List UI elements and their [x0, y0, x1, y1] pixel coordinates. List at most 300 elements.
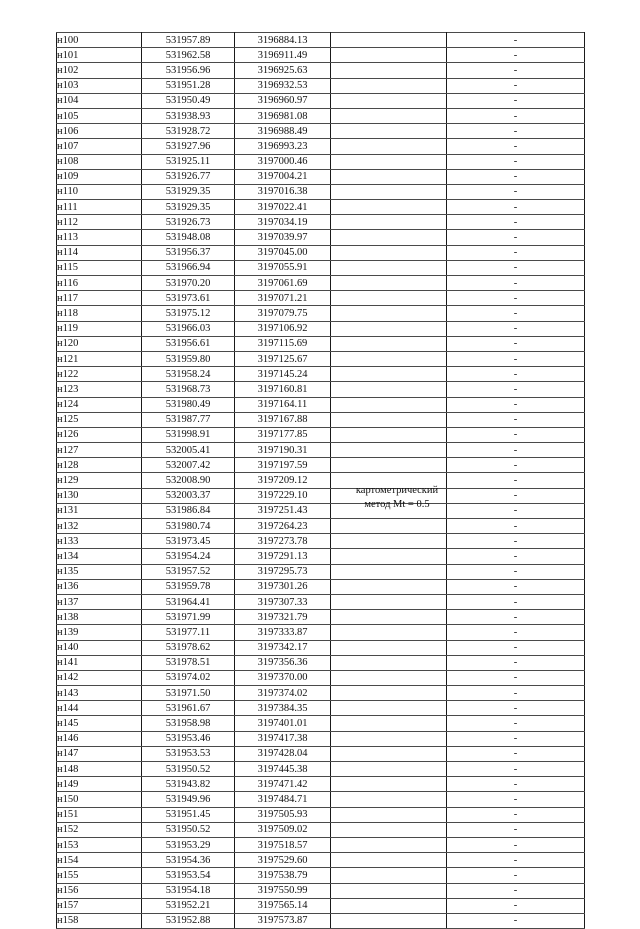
point-cell: н151 — [57, 807, 142, 822]
method-cell — [331, 412, 447, 427]
method-cell — [331, 777, 447, 792]
point-cell: н129 — [57, 473, 142, 488]
x-coordinate-cell: 531938.93 — [142, 108, 235, 123]
y-coordinate-cell: 3197374.02 — [235, 686, 331, 701]
point-cell: н107 — [57, 139, 142, 154]
table-row — [57, 139, 585, 154]
x-coordinate-cell: 532008.90 — [142, 473, 235, 488]
method-cell — [331, 321, 447, 336]
method-cell — [331, 139, 447, 154]
table-row — [57, 169, 585, 184]
x-coordinate-cell: 531953.29 — [142, 837, 235, 852]
dash-cell: - — [447, 503, 585, 518]
table-row — [57, 655, 585, 670]
table-row — [57, 336, 585, 351]
dash-cell: - — [447, 245, 585, 260]
table-row — [57, 367, 585, 382]
method-cell — [331, 701, 447, 716]
table-row — [57, 579, 585, 594]
y-coordinate-cell: 3197301.26 — [235, 579, 331, 594]
x-coordinate-cell: 531956.37 — [142, 245, 235, 260]
method-cell — [331, 458, 447, 473]
y-coordinate-cell: 3197295.73 — [235, 564, 331, 579]
point-cell: н120 — [57, 336, 142, 351]
y-coordinate-cell: 3197484.71 — [235, 792, 331, 807]
method-cell — [331, 868, 447, 883]
table-row — [57, 245, 585, 260]
x-coordinate-cell: 531966.03 — [142, 321, 235, 336]
point-cell: н128 — [57, 458, 142, 473]
dash-cell: - — [447, 291, 585, 306]
table-row — [57, 731, 585, 746]
method-cell — [331, 336, 447, 351]
x-coordinate-cell: 531957.89 — [142, 33, 235, 48]
point-cell: н140 — [57, 640, 142, 655]
table-row — [57, 792, 585, 807]
x-coordinate-cell: 531925.11 — [142, 154, 235, 169]
x-coordinate-cell: 532003.37 — [142, 488, 235, 503]
method-cell — [331, 762, 447, 777]
y-coordinate-cell: 3197055.91 — [235, 260, 331, 275]
dash-cell: - — [447, 868, 585, 883]
x-coordinate-cell: 531926.77 — [142, 169, 235, 184]
dash-cell: - — [447, 412, 585, 427]
dash-cell: - — [447, 716, 585, 731]
y-coordinate-cell: 3197445.38 — [235, 762, 331, 777]
dash-cell: - — [447, 230, 585, 245]
point-cell: н125 — [57, 412, 142, 427]
y-coordinate-cell: 3197505.93 — [235, 807, 331, 822]
y-coordinate-cell: 3197550.99 — [235, 883, 331, 898]
y-coordinate-cell: 3196925.63 — [235, 63, 331, 78]
y-coordinate-cell: 3196993.23 — [235, 139, 331, 154]
method-cell — [331, 184, 447, 199]
dash-cell: - — [447, 807, 585, 822]
y-coordinate-cell: 3197061.69 — [235, 276, 331, 291]
x-coordinate-cell: 531973.61 — [142, 291, 235, 306]
point-cell: н147 — [57, 746, 142, 761]
dash-cell: - — [447, 594, 585, 609]
method-cell — [331, 48, 447, 63]
x-coordinate-cell: 531950.52 — [142, 762, 235, 777]
method-cell — [331, 78, 447, 93]
point-cell: н116 — [57, 276, 142, 291]
point-cell: н148 — [57, 762, 142, 777]
dash-cell: - — [447, 306, 585, 321]
point-cell: н141 — [57, 655, 142, 670]
method-cell — [331, 291, 447, 306]
dash-cell: - — [447, 762, 585, 777]
table-row — [57, 822, 585, 837]
dash-cell: - — [447, 78, 585, 93]
x-coordinate-cell: 531980.49 — [142, 397, 235, 412]
point-cell: н134 — [57, 549, 142, 564]
method-cell — [331, 200, 447, 215]
y-coordinate-cell: 3196911.49 — [235, 48, 331, 63]
x-coordinate-cell: 531929.35 — [142, 200, 235, 215]
method-cell — [331, 367, 447, 382]
point-cell: н131 — [57, 503, 142, 518]
table-row — [57, 291, 585, 306]
point-cell: н142 — [57, 670, 142, 685]
y-coordinate-cell: 3197471.42 — [235, 777, 331, 792]
y-coordinate-cell: 3197384.35 — [235, 701, 331, 716]
table-row — [57, 564, 585, 579]
dash-cell: - — [447, 519, 585, 534]
point-cell: н143 — [57, 686, 142, 701]
dash-cell: - — [447, 534, 585, 549]
method-cell — [331, 382, 447, 397]
coordinates-table-body — [57, 33, 585, 929]
table-row — [57, 883, 585, 898]
method-cell — [331, 443, 447, 458]
x-coordinate-cell: 531954.24 — [142, 549, 235, 564]
table-row — [57, 716, 585, 731]
y-coordinate-cell: 3197016.38 — [235, 184, 331, 199]
x-coordinate-cell: 531962.58 — [142, 48, 235, 63]
y-coordinate-cell: 3197197.59 — [235, 458, 331, 473]
dash-cell: - — [447, 139, 585, 154]
dash-cell: - — [447, 610, 585, 625]
table-row — [57, 746, 585, 761]
method-cell — [331, 108, 447, 123]
method-cell — [331, 686, 447, 701]
x-coordinate-cell: 531928.72 — [142, 124, 235, 139]
x-coordinate-cell: 531958.98 — [142, 716, 235, 731]
table-row — [57, 443, 585, 458]
dash-cell: - — [447, 215, 585, 230]
y-coordinate-cell: 3197273.78 — [235, 534, 331, 549]
point-cell: н117 — [57, 291, 142, 306]
x-coordinate-cell: 531977.11 — [142, 625, 235, 640]
x-coordinate-cell: 531951.28 — [142, 78, 235, 93]
y-coordinate-cell: 3196932.53 — [235, 78, 331, 93]
y-coordinate-cell: 3197251.43 — [235, 503, 331, 518]
method-line-1: картометрический — [355, 485, 439, 496]
y-coordinate-cell: 3197333.87 — [235, 625, 331, 640]
dash-cell: - — [447, 549, 585, 564]
dash-cell: - — [447, 397, 585, 412]
table-row — [57, 640, 585, 655]
dash-cell: - — [447, 777, 585, 792]
table-row — [57, 351, 585, 366]
method-cell — [331, 215, 447, 230]
y-coordinate-cell: 3197573.87 — [235, 913, 331, 928]
dash-cell: - — [447, 367, 585, 382]
dash-cell: - — [447, 837, 585, 852]
table-row — [57, 762, 585, 777]
table-row — [57, 777, 585, 792]
point-cell: н114 — [57, 245, 142, 260]
point-cell: н109 — [57, 169, 142, 184]
method-cell — [331, 655, 447, 670]
point-cell: н154 — [57, 853, 142, 868]
method-cell — [331, 154, 447, 169]
y-coordinate-cell: 3197509.02 — [235, 822, 331, 837]
method-cell — [331, 670, 447, 685]
x-coordinate-cell: 531968.73 — [142, 382, 235, 397]
dash-cell: - — [447, 822, 585, 837]
y-coordinate-cell: 3197291.13 — [235, 549, 331, 564]
table-row — [57, 321, 585, 336]
y-coordinate-cell: 3197307.33 — [235, 594, 331, 609]
point-cell: н119 — [57, 321, 142, 336]
dash-cell: - — [447, 124, 585, 139]
point-cell: н156 — [57, 883, 142, 898]
point-cell: н139 — [57, 625, 142, 640]
x-coordinate-cell: 531943.82 — [142, 777, 235, 792]
y-coordinate-cell: 3197167.88 — [235, 412, 331, 427]
table-row — [57, 412, 585, 427]
y-coordinate-cell: 3196960.97 — [235, 93, 331, 108]
point-cell: н152 — [57, 822, 142, 837]
x-coordinate-cell: 531953.46 — [142, 731, 235, 746]
table-row — [57, 397, 585, 412]
dash-cell: - — [447, 260, 585, 275]
point-cell: н144 — [57, 701, 142, 716]
method-cell — [331, 807, 447, 822]
table-row — [57, 200, 585, 215]
method-cell — [331, 260, 447, 275]
dash-cell: - — [447, 108, 585, 123]
dash-cell: - — [447, 640, 585, 655]
point-cell: н132 — [57, 519, 142, 534]
x-coordinate-cell: 531971.50 — [142, 686, 235, 701]
y-coordinate-cell: 3197106.92 — [235, 321, 331, 336]
table-row — [57, 33, 585, 48]
dash-cell: - — [447, 792, 585, 807]
point-cell: н118 — [57, 306, 142, 321]
point-cell: н150 — [57, 792, 142, 807]
point-cell: н111 — [57, 200, 142, 215]
point-cell: н124 — [57, 397, 142, 412]
y-coordinate-cell: 3197417.38 — [235, 731, 331, 746]
method-cell — [331, 883, 447, 898]
y-coordinate-cell: 3197264.23 — [235, 519, 331, 534]
method-cell — [331, 93, 447, 108]
x-coordinate-cell: 531987.77 — [142, 412, 235, 427]
dash-cell: - — [447, 93, 585, 108]
dash-cell: - — [447, 33, 585, 48]
dash-cell: - — [447, 200, 585, 215]
table-row — [57, 78, 585, 93]
dash-cell: - — [447, 336, 585, 351]
method-cell — [331, 519, 447, 534]
table-row — [57, 853, 585, 868]
method-cell — [331, 33, 447, 48]
x-coordinate-cell: 531998.91 — [142, 427, 235, 442]
method-cell — [331, 549, 447, 564]
method-cell — [331, 822, 447, 837]
x-coordinate-cell: 532007.42 — [142, 458, 235, 473]
x-coordinate-cell: 531951.45 — [142, 807, 235, 822]
point-cell: н158 — [57, 913, 142, 928]
point-cell: н105 — [57, 108, 142, 123]
table-row — [57, 549, 585, 564]
method-note — [345, 484, 449, 512]
method-cell — [331, 853, 447, 868]
y-coordinate-cell: 3197034.19 — [235, 215, 331, 230]
x-coordinate-cell: 531978.51 — [142, 655, 235, 670]
y-coordinate-cell: 3197209.12 — [235, 473, 331, 488]
x-coordinate-cell: 531948.08 — [142, 230, 235, 245]
dash-cell: - — [447, 579, 585, 594]
method-cell — [331, 716, 447, 731]
y-coordinate-cell: 3197370.00 — [235, 670, 331, 685]
table-row — [57, 837, 585, 852]
point-cell: н106 — [57, 124, 142, 139]
dash-cell: - — [447, 169, 585, 184]
table-row — [57, 868, 585, 883]
method-cell — [331, 746, 447, 761]
point-cell: н102 — [57, 63, 142, 78]
dash-cell: - — [447, 853, 585, 868]
point-cell: н100 — [57, 33, 142, 48]
table-row — [57, 184, 585, 199]
table-row — [57, 215, 585, 230]
point-cell: н115 — [57, 260, 142, 275]
method-cell — [331, 230, 447, 245]
y-coordinate-cell: 3197000.46 — [235, 154, 331, 169]
table-row — [57, 686, 585, 701]
table-row — [57, 260, 585, 275]
dash-cell: - — [447, 670, 585, 685]
x-coordinate-cell: 531957.52 — [142, 564, 235, 579]
point-cell: н133 — [57, 534, 142, 549]
x-coordinate-cell: 531954.18 — [142, 883, 235, 898]
point-cell: н138 — [57, 610, 142, 625]
table-row — [57, 473, 585, 488]
dash-cell: - — [447, 382, 585, 397]
point-cell: н122 — [57, 367, 142, 382]
x-coordinate-cell: 531929.35 — [142, 184, 235, 199]
table-row — [57, 382, 585, 397]
dash-cell: - — [447, 473, 585, 488]
y-coordinate-cell: 3197321.79 — [235, 610, 331, 625]
y-coordinate-cell: 3197079.75 — [235, 306, 331, 321]
dash-cell: - — [447, 913, 585, 928]
x-coordinate-cell: 531954.36 — [142, 853, 235, 868]
y-coordinate-cell: 3196981.08 — [235, 108, 331, 123]
dash-cell: - — [447, 427, 585, 442]
y-coordinate-cell: 3197039.97 — [235, 230, 331, 245]
method-cell — [331, 63, 447, 78]
y-coordinate-cell: 3197190.31 — [235, 443, 331, 458]
y-coordinate-cell: 3197538.79 — [235, 868, 331, 883]
y-coordinate-cell: 3197229.10 — [235, 488, 331, 503]
method-cell — [331, 640, 447, 655]
table-row — [57, 124, 585, 139]
table-row — [57, 610, 585, 625]
point-cell: н157 — [57, 898, 142, 913]
point-cell: н110 — [57, 184, 142, 199]
x-coordinate-cell: 531950.49 — [142, 93, 235, 108]
dash-cell: - — [447, 351, 585, 366]
point-cell: н101 — [57, 48, 142, 63]
point-cell: н123 — [57, 382, 142, 397]
dash-cell: - — [447, 701, 585, 716]
y-coordinate-cell: 3197342.17 — [235, 640, 331, 655]
y-coordinate-cell: 3197145.24 — [235, 367, 331, 382]
point-cell: н136 — [57, 579, 142, 594]
point-cell: н146 — [57, 731, 142, 746]
x-coordinate-cell: 531978.62 — [142, 640, 235, 655]
table-row — [57, 230, 585, 245]
dash-cell: - — [447, 154, 585, 169]
point-cell: н108 — [57, 154, 142, 169]
point-cell: н130 — [57, 488, 142, 503]
point-cell: н103 — [57, 78, 142, 93]
dash-cell: - — [447, 686, 585, 701]
table-row — [57, 503, 585, 518]
x-coordinate-cell: 531980.74 — [142, 519, 235, 534]
table-row — [57, 108, 585, 123]
table-row — [57, 534, 585, 549]
x-coordinate-cell: 531956.96 — [142, 63, 235, 78]
point-cell: н113 — [57, 230, 142, 245]
method-cell — [331, 276, 447, 291]
method-cell — [331, 245, 447, 260]
x-coordinate-cell: 531959.80 — [142, 351, 235, 366]
dash-cell: - — [447, 458, 585, 473]
dash-cell: - — [447, 184, 585, 199]
dash-cell: - — [447, 564, 585, 579]
dash-cell: - — [447, 655, 585, 670]
method-cell — [331, 534, 447, 549]
x-coordinate-cell: 531970.20 — [142, 276, 235, 291]
y-coordinate-cell: 3197356.36 — [235, 655, 331, 670]
point-cell: н145 — [57, 716, 142, 731]
y-coordinate-cell: 3197115.69 — [235, 336, 331, 351]
y-coordinate-cell: 3196988.49 — [235, 124, 331, 139]
y-coordinate-cell: 3197071.21 — [235, 291, 331, 306]
y-coordinate-cell: 3197164.11 — [235, 397, 331, 412]
point-cell: н121 — [57, 351, 142, 366]
point-cell: н153 — [57, 837, 142, 852]
method-cell — [331, 792, 447, 807]
x-coordinate-cell: 531927.96 — [142, 139, 235, 154]
method-cell — [331, 169, 447, 184]
point-cell: н104 — [57, 93, 142, 108]
table-row — [57, 519, 585, 534]
y-coordinate-cell: 3197565.14 — [235, 898, 331, 913]
x-coordinate-cell: 531975.12 — [142, 306, 235, 321]
method-cell — [331, 898, 447, 913]
method-cell — [331, 610, 447, 625]
dash-cell: - — [447, 746, 585, 761]
x-coordinate-cell: 532005.41 — [142, 443, 235, 458]
dash-cell: - — [447, 321, 585, 336]
x-coordinate-cell: 531971.99 — [142, 610, 235, 625]
table-row — [57, 670, 585, 685]
point-cell: н135 — [57, 564, 142, 579]
point-cell: н149 — [57, 777, 142, 792]
y-coordinate-cell: 3197160.81 — [235, 382, 331, 397]
x-coordinate-cell: 531956.61 — [142, 336, 235, 351]
x-coordinate-cell: 531973.45 — [142, 534, 235, 549]
table-row — [57, 427, 585, 442]
point-cell: н112 — [57, 215, 142, 230]
method-cell — [331, 913, 447, 928]
dash-cell: - — [447, 276, 585, 291]
y-coordinate-cell: 3197177.85 — [235, 427, 331, 442]
y-coordinate-cell: 3197045.00 — [235, 245, 331, 260]
point-cell: н137 — [57, 594, 142, 609]
table-row — [57, 625, 585, 640]
method-cell — [331, 351, 447, 366]
x-coordinate-cell: 531952.88 — [142, 913, 235, 928]
method-cell — [331, 564, 447, 579]
